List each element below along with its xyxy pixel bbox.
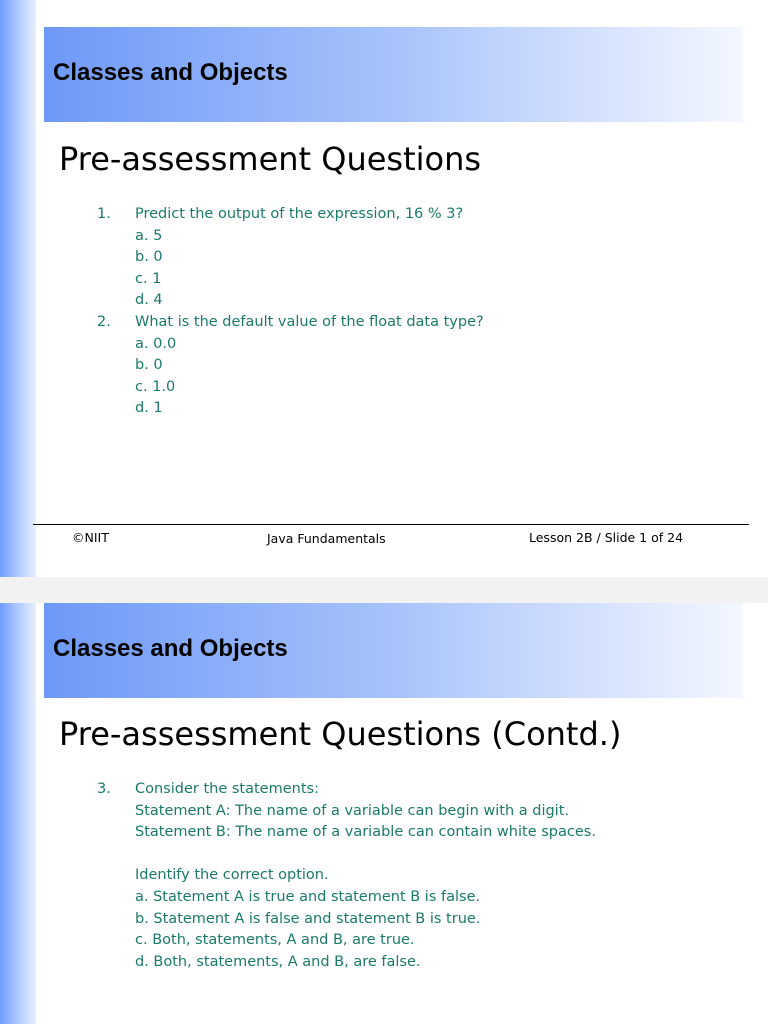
statement-line	[0, 801, 768, 823]
answer-option-line	[0, 952, 768, 974]
question-line	[0, 204, 768, 226]
statement-text: Statement A: The name of a variable can begin with a digit.	[135, 802, 570, 819]
answer-option-line	[0, 269, 768, 291]
answer-option: c. 1.0	[135, 378, 176, 395]
slide-2	[0, 603, 768, 1024]
answer-option: d. 4	[135, 292, 163, 309]
answer-option: b. 0	[135, 357, 163, 374]
answer-option: b. 0	[135, 249, 163, 266]
slide-header-band	[44, 27, 743, 122]
question-text: Predict the output of the expression, 16 % 3?	[135, 206, 464, 222]
footer-slide-number: Lesson 2B / Slide 1 of 24	[529, 530, 684, 545]
answer-option-line	[0, 334, 768, 356]
question-line	[0, 312, 768, 334]
slide-separator	[0, 577, 768, 603]
answer-option-line	[0, 355, 768, 377]
answer-option: a. 5	[135, 227, 163, 244]
slide-title: Pre-assessment Questions	[59, 140, 482, 178]
blank-line	[0, 844, 768, 866]
answer-option: a. 0.0	[135, 335, 177, 352]
answer-option: d. Both, statements, A and B, are false.	[135, 953, 421, 970]
answer-option: b. Statement A is false and statement B is true.	[135, 910, 481, 927]
question-number: 1.	[97, 206, 111, 222]
question-number: 3.	[97, 781, 111, 797]
answer-option: c. 1	[135, 270, 162, 287]
answer-option-line	[0, 247, 768, 269]
question-line	[0, 779, 768, 801]
slide-title: Pre-assessment Questions (Contd.)	[59, 715, 622, 753]
answer-option-line	[0, 290, 768, 312]
question-list	[0, 204, 768, 420]
answer-option-line	[0, 226, 768, 248]
question-list	[0, 779, 768, 973]
slide-header-title: Classes and Objects	[53, 59, 288, 86]
slide-header-band	[44, 603, 743, 698]
answer-option-line	[0, 398, 768, 420]
question-text: What is the default value of the float data type?	[135, 313, 484, 330]
statement-text: Statement B: The name of a variable can contain white spaces.	[135, 824, 596, 841]
instruction-text: Identify the correct option.	[135, 867, 329, 884]
answer-option: c. Both, statements, A and B, are true.	[135, 932, 415, 949]
footer-divider	[33, 524, 749, 525]
answer-option: a. Statement A is true and statement B is false.	[135, 888, 481, 905]
footer-course-name: Java Fundamentals	[267, 531, 386, 546]
question-number: 2.	[97, 313, 111, 330]
statement-line	[0, 822, 768, 844]
question-text: Consider the statements:	[135, 781, 319, 797]
answer-option-line	[0, 887, 768, 909]
answer-option-line	[0, 377, 768, 399]
footer-copyright: ©NIIT	[72, 530, 109, 545]
slide-header-title: Classes and Objects	[53, 635, 288, 662]
answer-option-line	[0, 909, 768, 931]
answer-option: d. 1	[135, 400, 163, 417]
answer-option-line	[0, 930, 768, 952]
instruction-line	[0, 865, 768, 887]
